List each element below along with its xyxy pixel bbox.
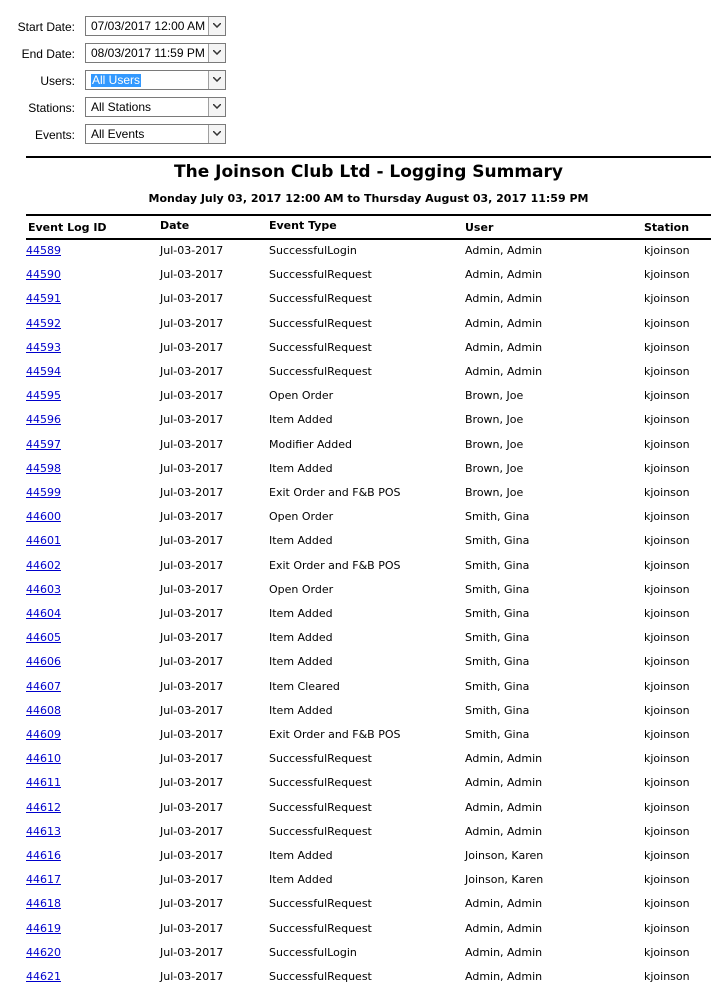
station-cell: kjoinson	[644, 413, 690, 426]
event-type-cell: Item Added	[269, 655, 333, 668]
station-cell: kjoinson	[644, 268, 690, 281]
station-cell: kjoinson	[644, 583, 690, 596]
date-cell: Jul-03-2017	[160, 510, 224, 523]
table-row	[0, 507, 711, 531]
table-row	[0, 677, 711, 701]
event-type-cell: SuccessfulLogin	[269, 946, 357, 959]
date-cell: Jul-03-2017	[160, 680, 224, 693]
users-value: All Users	[92, 73, 141, 87]
event-type-cell: SuccessfulRequest	[269, 825, 372, 838]
date-cell: Jul-03-2017	[160, 268, 224, 281]
event-log-id-link[interactable]: 44603	[26, 583, 61, 596]
end-date-row	[0, 43, 240, 65]
event-log-id-link[interactable]: 44621	[26, 970, 61, 983]
user-cell: Admin, Admin	[465, 825, 543, 838]
user-cell: Admin, Admin	[465, 292, 543, 305]
date-cell: Jul-03-2017	[160, 607, 224, 620]
event-log-id-link[interactable]: 44606	[26, 655, 61, 668]
user-cell: Admin, Admin	[465, 776, 543, 789]
table-row	[0, 798, 711, 822]
event-type-cell: Open Order	[269, 510, 334, 523]
event-log-id-link[interactable]: 44598	[26, 462, 61, 475]
station-cell: kjoinson	[644, 970, 690, 983]
event-log-id-link[interactable]: 44589	[26, 244, 61, 257]
date-cell: Jul-03-2017	[160, 873, 224, 886]
event-type-cell: SuccessfulRequest	[269, 365, 372, 378]
station-cell: kjoinson	[644, 801, 690, 814]
stations-dropdown-button[interactable]	[208, 98, 225, 116]
event-log-id-link[interactable]: 44616	[26, 849, 61, 862]
date-cell: Jul-03-2017	[160, 486, 224, 499]
table-row	[0, 265, 711, 289]
event-log-id-link[interactable]: 44609	[26, 728, 61, 741]
event-type-cell: Item Added	[269, 462, 333, 475]
date-cell: Jul-03-2017	[160, 946, 224, 959]
event-log-id-link[interactable]: 44618	[26, 897, 61, 910]
chevron-down-icon	[213, 23, 221, 28]
table-row	[0, 628, 711, 652]
user-cell: Joinson, Karen	[465, 873, 544, 886]
station-cell: kjoinson	[644, 559, 690, 572]
table-row	[0, 725, 711, 749]
event-type-cell: SuccessfulRequest	[269, 970, 372, 983]
user-cell: Smith, Gina	[465, 680, 530, 693]
column-header-station: Station	[644, 221, 690, 234]
event-log-id-link[interactable]: 44610	[26, 752, 61, 765]
divider-header	[26, 214, 711, 216]
start-date-value: 07/03/2017 12:00 AM	[91, 19, 206, 33]
table-row	[0, 314, 711, 338]
station-cell: kjoinson	[644, 534, 690, 547]
event-type-cell: Exit Order and F&B POS	[269, 486, 401, 499]
start-date-label: Start Date:	[17, 20, 75, 34]
event-type-cell: Item Added	[269, 534, 333, 547]
chevron-down-icon	[213, 104, 221, 109]
event-log-id-link[interactable]: 44619	[26, 922, 61, 935]
chevron-down-icon	[213, 77, 221, 82]
date-cell: Jul-03-2017	[160, 849, 224, 862]
events-row	[0, 124, 240, 146]
station-cell: kjoinson	[644, 292, 690, 305]
stations-label: Stations:	[28, 101, 75, 115]
event-log-id-link[interactable]: 44593	[26, 341, 61, 354]
station-cell: kjoinson	[644, 486, 690, 499]
table-row	[0, 410, 711, 434]
date-cell: Jul-03-2017	[160, 365, 224, 378]
user-cell: Brown, Joe	[465, 413, 524, 426]
users-label: Users:	[40, 74, 75, 88]
user-cell: Admin, Admin	[465, 946, 543, 959]
station-cell: kjoinson	[644, 631, 690, 644]
table-row	[0, 604, 711, 628]
stations-value: All Stations	[91, 100, 152, 114]
date-cell: Jul-03-2017	[160, 801, 224, 814]
user-cell: Joinson, Karen	[465, 849, 544, 862]
station-cell: kjoinson	[644, 341, 690, 354]
users-row	[0, 70, 240, 92]
event-type-cell: SuccessfulRequest	[269, 317, 372, 330]
station-cell: kjoinson	[644, 680, 690, 693]
table-row	[0, 749, 711, 773]
date-cell: Jul-03-2017	[160, 317, 224, 330]
date-cell: Jul-03-2017	[160, 341, 224, 354]
table-row	[0, 435, 711, 459]
table-row	[0, 241, 711, 265]
station-cell: kjoinson	[644, 776, 690, 789]
stations-row	[0, 97, 240, 119]
date-cell: Jul-03-2017	[160, 583, 224, 596]
chevron-down-icon	[213, 50, 221, 55]
station-cell: kjoinson	[644, 946, 690, 959]
table-row	[0, 822, 711, 846]
date-cell: Jul-03-2017	[160, 292, 224, 305]
station-cell: kjoinson	[644, 752, 690, 765]
date-cell: Jul-03-2017	[160, 244, 224, 257]
user-cell: Admin, Admin	[465, 365, 543, 378]
start-date-dropdown-button[interactable]	[208, 17, 225, 35]
table-row	[0, 773, 711, 797]
date-cell: Jul-03-2017	[160, 970, 224, 983]
event-log-id-link[interactable]: 44601	[26, 534, 61, 547]
column-header-event-log-id: Event Log ID	[28, 221, 107, 234]
station-cell: kjoinson	[644, 704, 690, 717]
event-type-cell: Item Added	[269, 607, 333, 620]
date-cell: Jul-03-2017	[160, 534, 224, 547]
user-cell: Admin, Admin	[465, 801, 543, 814]
event-type-cell: Item Added	[269, 873, 333, 886]
end-date-select[interactable]	[85, 43, 226, 63]
station-cell: kjoinson	[644, 607, 690, 620]
table-row	[0, 386, 711, 410]
station-cell: kjoinson	[644, 922, 690, 935]
date-cell: Jul-03-2017	[160, 462, 224, 475]
station-cell: kjoinson	[644, 655, 690, 668]
user-cell: Admin, Admin	[465, 752, 543, 765]
event-log-id-link[interactable]: 44608	[26, 704, 61, 717]
user-cell: Brown, Joe	[465, 462, 524, 475]
station-cell: kjoinson	[644, 849, 690, 862]
table-header	[0, 218, 711, 238]
event-type-cell: SuccessfulLogin	[269, 244, 357, 257]
events-select[interactable]	[85, 124, 226, 144]
user-cell: Smith, Gina	[465, 607, 530, 620]
column-header-date: Date	[160, 219, 190, 232]
event-log-id-link[interactable]: 44617	[26, 873, 61, 886]
user-cell: Smith, Gina	[465, 655, 530, 668]
column-header-user: User	[465, 221, 494, 234]
events-value: All Events	[91, 127, 145, 141]
table-row	[0, 846, 711, 870]
event-type-cell: SuccessfulRequest	[269, 897, 372, 910]
event-type-cell: SuccessfulRequest	[269, 268, 372, 281]
table-row	[0, 459, 711, 483]
station-cell: kjoinson	[644, 244, 690, 257]
table-row	[0, 483, 711, 507]
event-type-cell: SuccessfulRequest	[269, 292, 372, 305]
event-type-cell: Exit Order and F&B POS	[269, 559, 401, 572]
user-cell: Smith, Gina	[465, 728, 530, 741]
user-cell: Brown, Joe	[465, 389, 524, 402]
table-row	[0, 943, 711, 967]
user-cell: Admin, Admin	[465, 970, 543, 983]
date-cell: Jul-03-2017	[160, 438, 224, 451]
table-row	[0, 967, 711, 991]
event-type-cell: Item Added	[269, 631, 333, 644]
event-log-id-link[interactable]: 44607	[26, 680, 61, 693]
user-cell: Smith, Gina	[465, 631, 530, 644]
event-log-id-link[interactable]: 44602	[26, 559, 61, 572]
date-cell: Jul-03-2017	[160, 776, 224, 789]
date-cell: Jul-03-2017	[160, 825, 224, 838]
events-label: Events:	[34, 128, 75, 142]
station-cell: kjoinson	[644, 728, 690, 741]
date-cell: Jul-03-2017	[160, 389, 224, 402]
table-row	[0, 701, 711, 725]
date-cell: Jul-03-2017	[160, 413, 224, 426]
table-row	[0, 338, 711, 362]
event-log-id-link[interactable]: 44595	[26, 389, 61, 402]
start-date-select[interactable]	[85, 16, 226, 36]
station-cell: kjoinson	[644, 462, 690, 475]
date-cell: Jul-03-2017	[160, 631, 224, 644]
report-title: The Joinson Club Ltd - Logging Summary	[174, 162, 563, 182]
event-type-cell: Open Order	[269, 583, 334, 596]
event-type-cell: SuccessfulRequest	[269, 922, 372, 935]
column-header-event-type: Event Type	[269, 219, 337, 232]
station-cell: kjoinson	[644, 438, 690, 451]
user-cell: Smith, Gina	[465, 559, 530, 572]
table-row	[0, 556, 711, 580]
events-dropdown-button[interactable]	[208, 125, 225, 143]
table-row	[0, 870, 711, 894]
date-cell: Jul-03-2017	[160, 655, 224, 668]
table-row	[0, 894, 711, 918]
table-row	[0, 919, 711, 943]
event-type-cell: Item Added	[269, 849, 333, 862]
event-log-id-link[interactable]: 44592	[26, 317, 61, 330]
start-date-row	[0, 16, 240, 38]
station-cell: kjoinson	[644, 365, 690, 378]
event-log-id-link[interactable]: 44599	[26, 486, 61, 499]
event-log-id-link[interactable]: 44605	[26, 631, 61, 644]
report-subtitle: Monday July 03, 2017 12:00 AM to Thursday August 03, 2017 11:59 PM	[148, 192, 589, 205]
end-date-value: 08/03/2017 11:59 PM	[91, 46, 205, 60]
station-cell: kjoinson	[644, 897, 690, 910]
date-cell: Jul-03-2017	[160, 704, 224, 717]
stations-select[interactable]	[85, 97, 226, 117]
station-cell: kjoinson	[644, 510, 690, 523]
table-row	[0, 580, 711, 604]
table-row	[0, 289, 711, 313]
date-cell: Jul-03-2017	[160, 752, 224, 765]
event-type-cell: Exit Order and F&B POS	[269, 728, 401, 741]
user-cell: Brown, Joe	[465, 486, 524, 499]
event-log-id-link[interactable]: 44591	[26, 292, 61, 305]
station-cell: kjoinson	[644, 389, 690, 402]
date-cell: Jul-03-2017	[160, 922, 224, 935]
station-cell: kjoinson	[644, 825, 690, 838]
event-log-id-link[interactable]: 44612	[26, 801, 61, 814]
user-cell: Smith, Gina	[465, 704, 530, 717]
table-row	[0, 531, 711, 555]
event-type-cell: SuccessfulRequest	[269, 341, 372, 354]
date-cell: Jul-03-2017	[160, 897, 224, 910]
user-cell: Smith, Gina	[465, 534, 530, 547]
event-log-id-link[interactable]: 44600	[26, 510, 61, 523]
event-type-cell: Item Added	[269, 413, 333, 426]
user-cell: Admin, Admin	[465, 317, 543, 330]
event-type-cell: Item Cleared	[269, 680, 340, 693]
event-log-id-link[interactable]: 44604	[26, 607, 61, 620]
event-type-cell: SuccessfulRequest	[269, 752, 372, 765]
divider-top	[26, 156, 711, 158]
users-dropdown-button[interactable]	[208, 71, 225, 89]
date-cell: Jul-03-2017	[160, 728, 224, 741]
event-log-id-link[interactable]: 44594	[26, 365, 61, 378]
user-cell: Admin, Admin	[465, 341, 543, 354]
user-cell: Smith, Gina	[465, 583, 530, 596]
user-cell: Admin, Admin	[465, 244, 543, 257]
user-cell: Admin, Admin	[465, 897, 543, 910]
station-cell: kjoinson	[644, 317, 690, 330]
users-select[interactable]	[85, 70, 226, 90]
event-type-cell: Item Added	[269, 704, 333, 717]
event-type-cell: Modifier Added	[269, 438, 353, 451]
event-log-id-link[interactable]: 44597	[26, 438, 61, 451]
event-log-id-link[interactable]: 44611	[26, 776, 61, 789]
end-date-label: End Date:	[21, 47, 75, 61]
divider-columns	[26, 238, 711, 240]
user-cell: Brown, Joe	[465, 438, 524, 451]
event-log-id-link[interactable]: 44620	[26, 946, 61, 959]
table-row	[0, 362, 711, 386]
station-cell: kjoinson	[644, 873, 690, 886]
chevron-down-icon	[213, 131, 221, 136]
user-cell: Admin, Admin	[465, 268, 543, 281]
event-log-id-link[interactable]: 44613	[26, 825, 61, 838]
user-cell: Smith, Gina	[465, 510, 530, 523]
table-row	[0, 652, 711, 676]
end-date-dropdown-button[interactable]	[208, 44, 225, 62]
event-type-cell: Open Order	[269, 389, 334, 402]
date-cell: Jul-03-2017	[160, 559, 224, 572]
user-cell: Admin, Admin	[465, 922, 543, 935]
event-type-cell: SuccessfulRequest	[269, 801, 372, 814]
event-type-cell: SuccessfulRequest	[269, 776, 372, 789]
event-log-id-link[interactable]: 44596	[26, 413, 61, 426]
event-log-id-link[interactable]: 44590	[26, 268, 61, 281]
